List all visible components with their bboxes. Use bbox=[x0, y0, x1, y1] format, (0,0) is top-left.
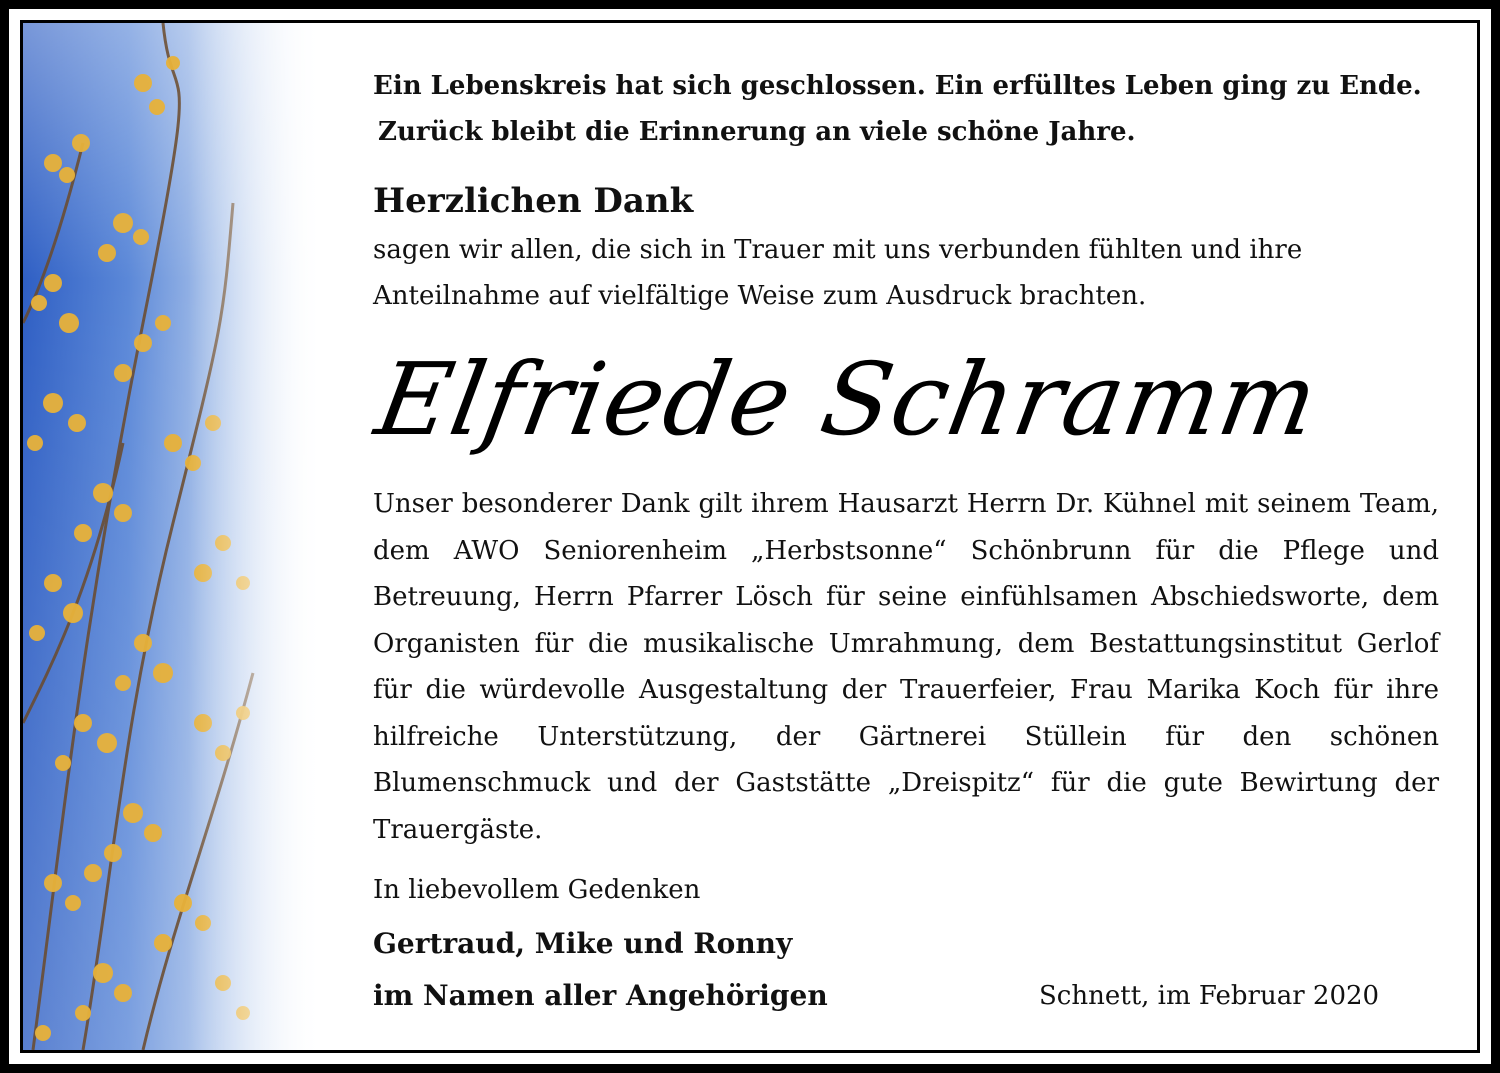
thanks-line-2: Anteilnahme auf vielfältige Weise zum Ausdruck brachten. bbox=[373, 281, 1147, 311]
place-date: Schnett, im Februar 2020 bbox=[1039, 981, 1380, 1011]
intro-line-1: Ein Lebenskreis hat sich geschlossen. Ein erfülltes Leben ging zu Ende. bbox=[373, 71, 1422, 101]
acknowledgement-text: Unser besonderer Dank gilt ihrem Hausarzt Herrn Dr. Kühnel mit seinem Team, dem AWO Seniorenheim „Herbstsonne“ Schönbrunn für die Pflege und Betreuung, Herrn Pfarrer Lösch für seine einfühlsamen Abschiedsworte, dem Organisten für die musikalische Umrahmung, dem Bestattungsinstitut Gerlof für die würdevolle Ausgestaltung der Trauerfeier, Frau Marika Koch für ihre hilfreiche Unterstützung, der Gärtnerei Stüllein für den schönen Blumenschmuck und der Gaststätte „Dreispitz“ für die gute Bewirtung der Trauergäste. bbox=[373, 489, 1439, 845]
deceased-name: Elfriede Schramm bbox=[368, 341, 1327, 458]
thanks-heading: Herzlichen Dank bbox=[373, 181, 694, 221]
obituary-content bbox=[23, 23, 1480, 1053]
signers-names: Gertraud, Mike und Ronny bbox=[373, 927, 793, 960]
intro-line-2: Zurück bleibt die Erinnerung an viele schöne Jahre. bbox=[378, 117, 1136, 147]
thanks-line-1: sagen wir allen, die sich in Trauer mit uns verbunden fühlten und ihre bbox=[373, 235, 1303, 265]
inner-frame bbox=[20, 20, 1480, 1053]
signers-relatives: im Namen aller Angehörigen bbox=[373, 979, 828, 1012]
memory-line: In liebevollem Gedenken bbox=[373, 875, 701, 905]
